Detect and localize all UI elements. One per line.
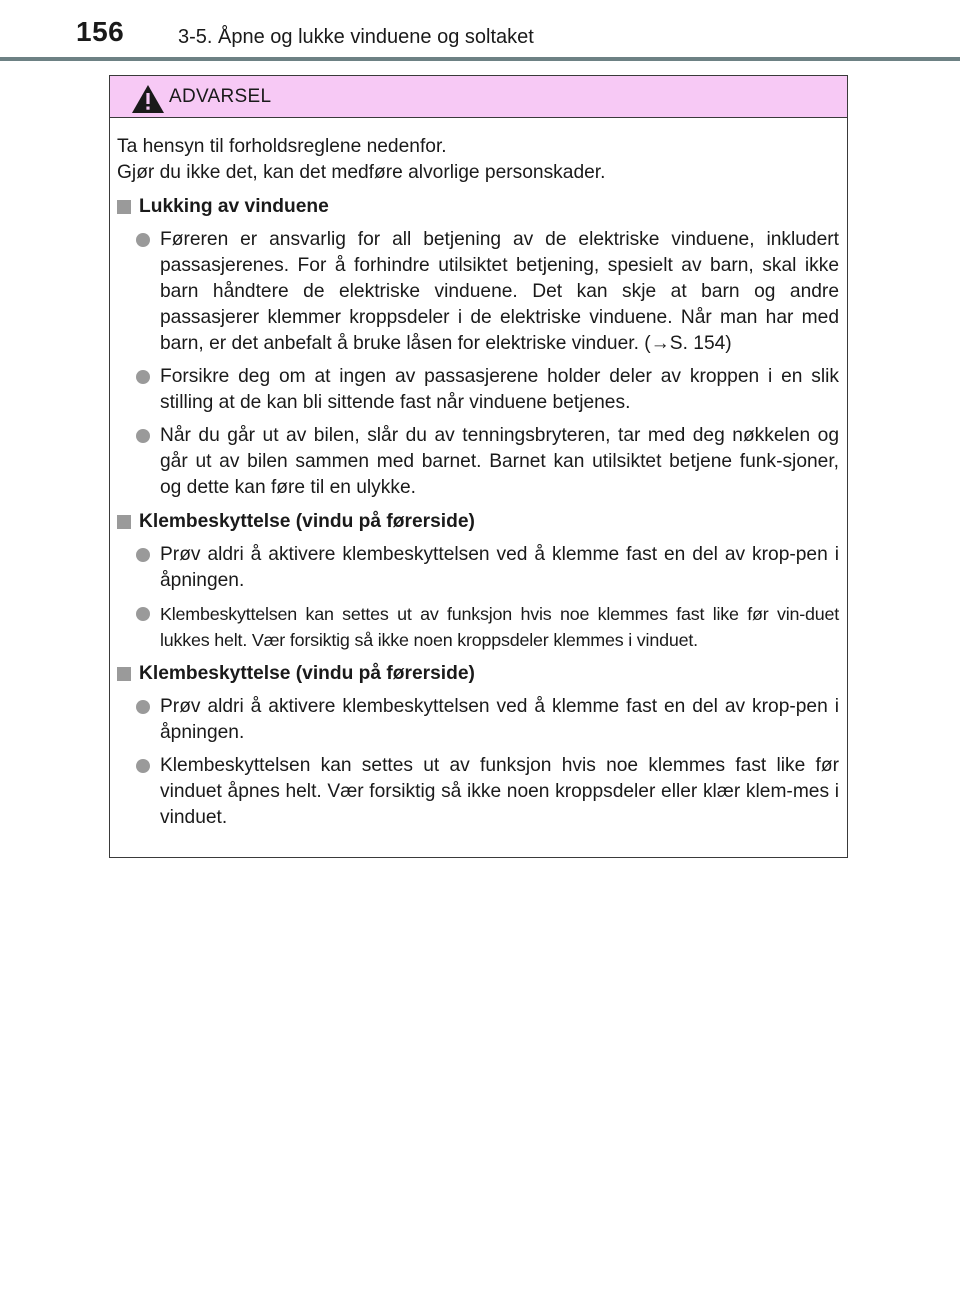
warning-body: [110, 118, 847, 831]
list-item: [136, 601, 839, 653]
list-item-text: Klembeskyttelsen kan settes ut av funksjon hvis noe klemmes fast like før vinduet åpnes helt. Vær forsiktig så ikke noen kroppsdeler eller klær klem-mes i vinduet.: [160, 755, 839, 828]
warning-triangle-icon: [131, 84, 165, 114]
page-number: 156: [76, 16, 125, 47]
square-bullet-icon: [117, 667, 131, 681]
warning-label: ADVARSEL: [169, 86, 272, 107]
circle-bullet-icon: [136, 233, 150, 247]
square-bullet-icon: [117, 515, 131, 529]
section-heading: [117, 194, 839, 220]
circle-bullet-icon: [136, 607, 150, 621]
warning-header: [110, 76, 847, 118]
header-rule: [0, 57, 960, 61]
list-item-text: Forsikre deg om at ingen av passasjerene holder deler av kroppen i en slik stilling at de kan bli sittende fast når vinduene betjenes.: [160, 366, 839, 413]
section-heading-text: Klembeskyttelse (vindu på førerside): [139, 511, 475, 532]
list-item-text: Føreren er ansvarlig for all betjening av de elektriske vinduene, inkludert passasjerenes. For å forhindre utilsiktet betjening, spesielt av barn, skal ikke barn håndtere de elektriske vinduene. Det kan skje at barn og andre passasjerer klemmer kroppsdeler i de elektriske vinduene. Når man har med barn, er det anbefalt å bruke låsen for elektriske vinduer. (→S. 154): [160, 229, 839, 354]
intro-line: Ta hensyn til forholdsreglene nedenfor.: [117, 136, 447, 157]
section-heading-text: Lukking av vinduene: [139, 196, 329, 217]
list-item: [136, 227, 839, 357]
warning-box: [109, 75, 848, 858]
circle-bullet-icon: [136, 548, 150, 562]
square-bullet-icon: [117, 200, 131, 214]
warning-intro: [117, 134, 839, 186]
section-heading: [117, 661, 839, 687]
intro-line: Gjør du ikke det, kan det medføre alvorlige personskader.: [117, 162, 606, 183]
circle-bullet-icon: [136, 700, 150, 714]
list-item-text: Prøv aldri å aktivere klembeskyttelsen ved å klemme fast en del av krop-pen i åpningen.: [160, 544, 839, 591]
list-item: [136, 542, 839, 594]
section-heading-text: Klembeskyttelse (vindu på førerside): [139, 663, 475, 684]
circle-bullet-icon: [136, 429, 150, 443]
page-header: [0, 0, 960, 62]
list-item: [136, 694, 839, 746]
list-item-text: Prøv aldri å aktivere klembeskyttelsen ved å klemme fast en del av krop-pen i åpningen.: [160, 696, 839, 743]
list-item: [136, 423, 839, 501]
circle-bullet-icon: [136, 370, 150, 384]
list-item: [136, 753, 839, 831]
circle-bullet-icon: [136, 759, 150, 773]
section-title: 3-5. Åpne og lukke vinduene og soltaket: [178, 26, 534, 48]
list-item-text: Klembeskyttelsen kan settes ut av funksjon hvis noe klemmes fast like før vin-duet lukkes helt. Vær forsiktig så ikke noen kroppsdeler klemmes i vinduet.: [160, 604, 839, 650]
list-item: [136, 364, 839, 416]
list-item-text: Når du går ut av bilen, slår du av tenningsbryteren, tar med deg nøkkelen og går ut av bilen sammen med barnet. Barnet kan utilsiktet betjene funk-sjoner, og dette kan føre til en ulykke.: [160, 425, 839, 498]
section-heading: [117, 509, 839, 535]
